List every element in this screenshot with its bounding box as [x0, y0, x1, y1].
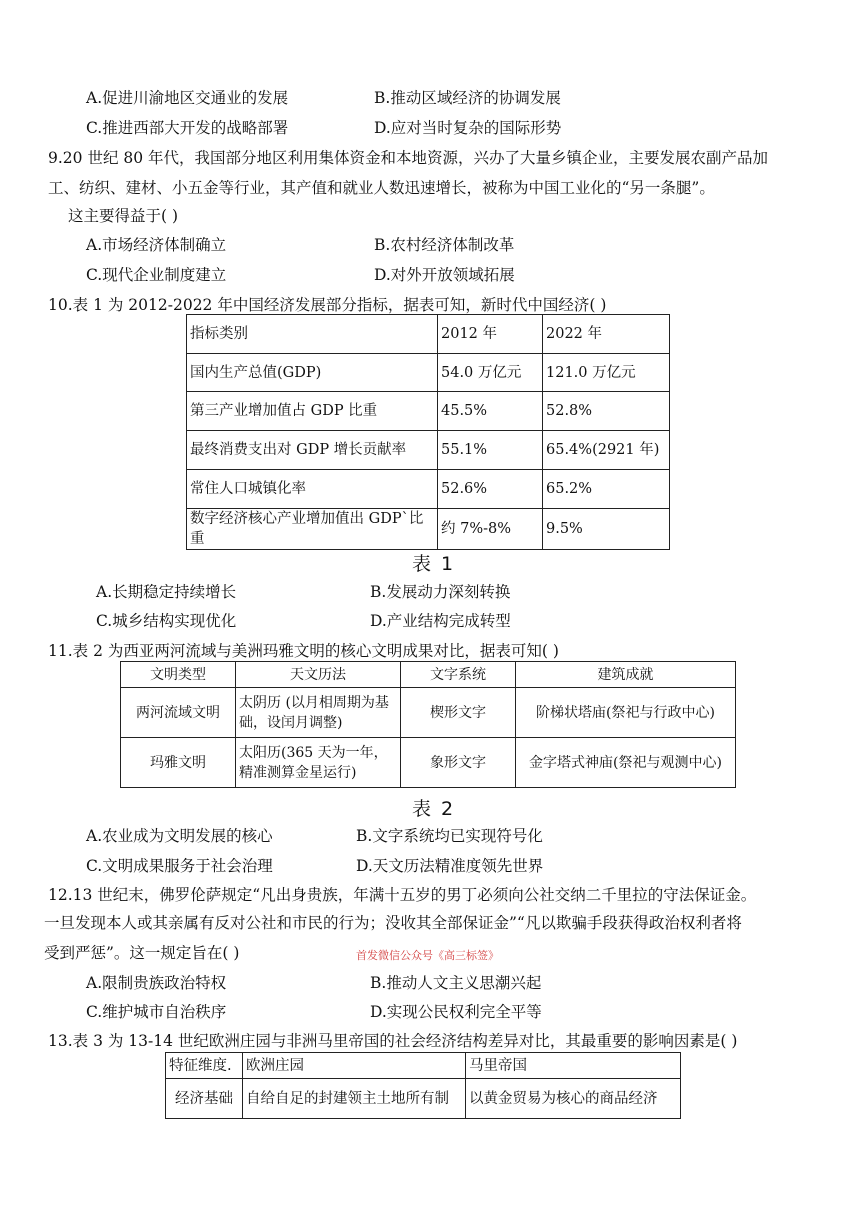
q12-option-c: C.维护城市自治秩序 [86, 1003, 227, 1021]
table-cell: 金字塔式神庙(祭祀与观测中心) [516, 738, 736, 788]
table-cell: 特征维度. [166, 1053, 243, 1079]
q10-option-b: B.发展动力深刻转换 [370, 583, 511, 601]
q10-option-a: A.长期稳定持续增长 [96, 583, 237, 601]
q12-option-a: A.限制贵族政治特权 [86, 974, 227, 992]
q12-stem-line-3: 受到严惩”。这一规定旨在( ) [44, 944, 240, 962]
table-cell: 指标类别 [187, 315, 438, 354]
q11-option-c: C.文明成果服务于社会治理 [86, 857, 273, 875]
table-cell: 建筑成就 [516, 662, 736, 688]
q11-stem: 11.表 2 为西亚两河流域与美洲玛雅文明的核心文明成果对比，据表可知( ) [48, 642, 559, 660]
q10-option-c: C.城乡结构实现优化 [96, 612, 237, 630]
table-cell: 象形文字 [401, 738, 516, 788]
q9-option-d: D.对外开放领域拓展 [374, 266, 515, 284]
table-cell: 以黄金贸易为核心的商品经济 [466, 1079, 681, 1119]
table-cell: 两河流域文明 [121, 688, 236, 738]
q11-option-d: D.天文历法精准度领先世界 [356, 857, 544, 875]
table-cell: 第三产业增加值占 GDP 比重 [187, 392, 438, 431]
q9-stem-line-2: 工、纺织、建材、小五金等行业，其产值和就业人数迅速增长，被称为中国工业化的“另一条腿”。 [48, 179, 715, 197]
table-cell: 65.4%(2921 年) [543, 431, 670, 470]
table-row [166, 1079, 681, 1119]
table-cell: 45.5% [438, 392, 543, 431]
q12-option-d: D.实现公民权利完全平等 [370, 1003, 542, 1021]
table-row [121, 688, 736, 738]
q13-stem: 13.表 3 为 13-14 世纪欧洲庄园与非洲马里帝国的社会经济结构差异对比，其最重要的影响因素是( ) [48, 1032, 738, 1050]
table-cell: 2022 年 [543, 315, 670, 354]
table-2 [120, 661, 736, 788]
q11-option-b: B.文字系统均已实现符号化 [356, 827, 543, 845]
q8-option-d: D.应对当时复杂的国际形势 [374, 119, 562, 137]
table-row [187, 315, 670, 354]
table-cell: 数字经济核心产业增加值出 GDP`比重 [187, 509, 438, 550]
table-cell: 自给自足的封建领主土地所有制 [243, 1079, 466, 1119]
table-3 [165, 1052, 681, 1119]
table-cell: 52.6% [438, 470, 543, 509]
table-cell: 2012 年 [438, 315, 543, 354]
q12-stem-line-2: 一旦发现本人或其亲属有反对公社和市民的行为；没收其全部保证金”“凡以欺骗手段获得政治权利者将 [44, 914, 742, 932]
q12-option-b: B.推动人文主义思潮兴起 [370, 974, 542, 992]
table-row [166, 1053, 681, 1079]
q9-option-b: B.农村经济体制改革 [374, 236, 515, 254]
q10-stem: 10.表 1 为 2012-2022 年中国经济发展部分指标，据表可知，新时代中国经济( ) [48, 296, 607, 314]
table-cell: 54.0 万亿元 [438, 354, 543, 392]
table-cell: 太阳历(365 天为一年，精准测算金星运行) [236, 738, 401, 788]
q8-option-b: B.推动区域经济的协调发展 [374, 89, 561, 107]
table-cell: 9.5% [543, 509, 670, 550]
q9-option-c: C.现代企业制度建立 [86, 266, 227, 284]
table-cell: 55.1% [438, 431, 543, 470]
table-cell: 玛雅文明 [121, 738, 236, 788]
q9-stem-line-1: 9.20 世纪 80 年代，我国部分地区利用集体资金和本地资源，兴办了大量乡镇企业，主要发展农副产品加 [48, 149, 769, 167]
q9-option-a: A.市场经济体制确立 [86, 236, 227, 254]
table-row [187, 392, 670, 431]
table-cell: 最终消费支出对 GDP 增长贡献率 [187, 431, 438, 470]
table-cell: 文明类型 [121, 662, 236, 688]
table-cell: 天文历法 [236, 662, 401, 688]
table-row [187, 354, 670, 392]
table-row [187, 509, 670, 550]
q10-option-d: D.产业结构完成转型 [370, 612, 511, 630]
table-cell: 阶梯状塔庙(祭祀与行政中心) [516, 688, 736, 738]
table-row [187, 431, 670, 470]
q11-option-a: A.农业成为文明发展的核心 [86, 827, 273, 845]
table-1-caption: 表 1 [412, 553, 456, 575]
q8-option-a: A.促进川渝地区交通业的发展 [86, 89, 289, 107]
table-row [121, 738, 736, 788]
table-cell: 常住人口城镇化率 [187, 470, 438, 509]
table-cell: 121.0 万亿元 [543, 354, 670, 392]
table-cell: 楔形文字 [401, 688, 516, 738]
watermark-text: 首发微信公众号《高三标签》 [356, 949, 499, 962]
table-cell: 约 7%-8% [438, 509, 543, 550]
table-cell: 太阴历 (以月相周期为基础，设闰月调整) [236, 688, 401, 738]
table-row [187, 470, 670, 509]
table-cell: 国内生产总值(GDP) [187, 354, 438, 392]
table-cell: 马里帝国 [466, 1053, 681, 1079]
table-cell: 欧洲庄园 [243, 1053, 466, 1079]
table-1 [186, 314, 670, 550]
q8-option-c: C.推进西部大开发的战略部署 [86, 119, 289, 137]
q9-stem-line-3: 这主要得益于( ) [68, 207, 179, 225]
table-cell: 65.2% [543, 470, 670, 509]
table-2-caption: 表 2 [412, 798, 456, 820]
table-cell: 52.8% [543, 392, 670, 431]
table-row [121, 662, 736, 688]
q12-stem-line-1: 12.13 世纪末，佛罗伦萨规定“凡出身贵族，年满十五岁的男丁必须向公社交纳二千里拉的守法保证金。 [48, 886, 757, 904]
table-cell: 经济基础 [166, 1079, 243, 1119]
table-cell: 文字系统 [401, 662, 516, 688]
